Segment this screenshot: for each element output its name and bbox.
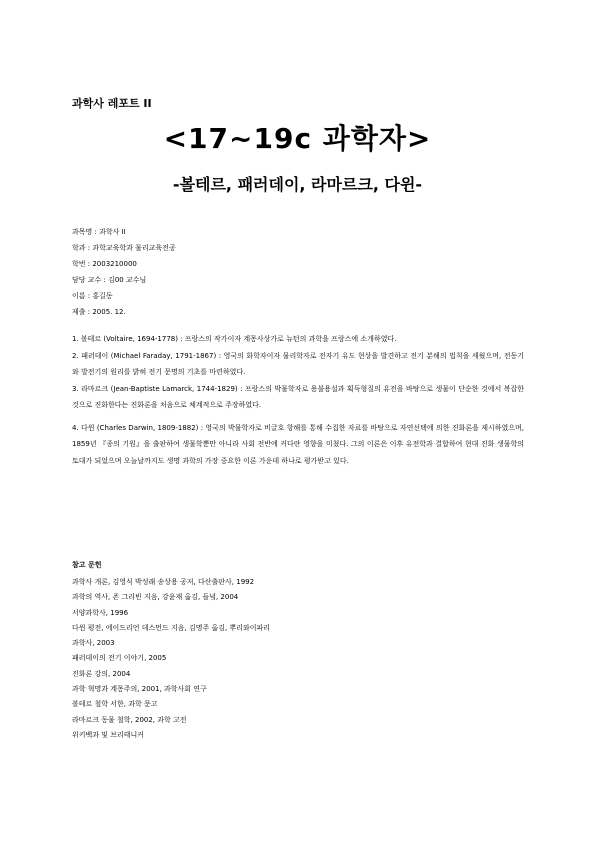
info-line: 제출 : 2005. 12. (72, 308, 126, 316)
reference-item: 다윈 평전, 에이드리언 데스먼드 지음, 김명주 옮김, 뿌리와이파리 (72, 623, 271, 632)
reference-item: 진화론 강의, 2004 (72, 669, 131, 678)
reference-item: 과학사, 2003 (72, 639, 115, 648)
reference-item: 볼테르 철학 서한, 과학 문고 (72, 700, 158, 709)
document-title: <17~19c 과학자> (163, 122, 432, 155)
body-paragraph: 2. 패러데이 (Michael Faraday, 1791-1867) : 영국의 화학자이자 물리학자로 전자기 유도 현상을 발견하고 전기 분해의 법칙을 세웠으며, 전동기와 발전기의 원리를 밝혀 전기 문명의 기초를 마련하였다. (72, 351, 524, 376)
info-line: 담당 교수 : 김00 교수님 (72, 276, 147, 284)
reference-item: 과학 혁명과 계몽주의, 2001, 과학사회 연구 (72, 685, 207, 694)
references-heading: 참고 문헌 (72, 561, 102, 569)
reference-item: 과학사 개론, 김영식 박성래 송상용 공저, 다산출판사, 1992 (72, 578, 255, 586)
body-paragraph: 1. 볼테르 (Voltaire, 1694-1778) : 프랑스의 작가이자 계몽사상가로 뉴턴의 과학을 프랑스에 소개하였다. (72, 335, 397, 343)
reference-item: 서양과학사, 1996 (72, 608, 129, 617)
info-line: 학번 : 2003210000 (72, 260, 137, 268)
info-line: 학과 : 과학교육학과 물리교육전공 (72, 244, 176, 252)
info-block (72, 224, 176, 320)
body-text (72, 331, 524, 469)
info-line: 이름 : 홍길동 (72, 292, 113, 300)
references-list (72, 575, 270, 743)
subject-label: 과학사 레포트 II (72, 97, 152, 110)
body-paragraph: 4. 다윈 (Charles Darwin, 1809-1882) : 영국의 박물학자로 비글호 항해를 통해 수집한 자료를 바탕으로 자연선택에 의한 진화론을 제시하였으며, 1859년 『종의 기원』을 출판하여 생물학뿐만 아니라 사회 전반에 커다란 영향을 미쳤다. 그의 이론은 이후 유전학과 결합하여 현대 진화 생물학의 토대가 되었으며 오늘날까지도 생명 과학의 가장 중요한 이론 가운데 하나로 평가받고 있다. (72, 423, 524, 465)
reference-item: 위키백과 및 브리태니커 (72, 730, 145, 739)
reference-item: 라마르크 동물 철학, 2002, 과학 고전 (72, 715, 187, 724)
reference-item: 패러데이의 전기 이야기, 2005 (72, 654, 167, 663)
document-subtitle: -볼테르, 패러데이, 라마르크, 다윈- (172, 175, 423, 194)
references-section (72, 557, 270, 743)
body-paragraph: 3. 라마르크 (Jean-Baptiste Lamarck, 1744-1829) : 프랑스의 박물학자로 용불용설과 획득형질의 유전을 바탕으로 생물이 단순한 것에서 복잡한 것으로 진화한다는 진화론을 처음으로 체계적으로 주장하였다. (72, 384, 524, 409)
info-line: 과목명 : 과학사 II (72, 228, 126, 236)
reference-item: 과학의 역사, 존 그리빈 지음, 강윤재 옮김, 들녘, 2004 (72, 593, 239, 602)
